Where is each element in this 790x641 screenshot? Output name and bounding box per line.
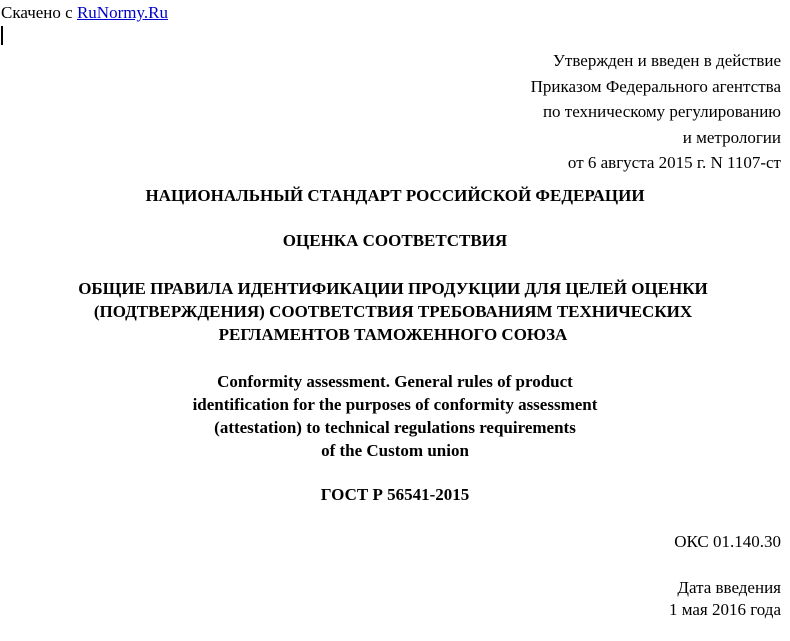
- oks-code: ОКС 01.140.30: [674, 532, 781, 551]
- text-cursor: [1, 26, 3, 45]
- approval-line: от 6 августа 2015 г. N 1107-ст: [567, 153, 781, 172]
- title-ru-line: (ПОДТВЕРЖДЕНИЯ) СООТВЕТСТВИЯ ТРЕБОВАНИЯМ ТЕХНИЧЕСКИХ: [93, 302, 693, 321]
- approval-line: Утвержден и введен в действие: [552, 51, 781, 70]
- intro-date-value: 1 мая 2016 года: [668, 600, 781, 619]
- approval-block: [421, 48, 781, 176]
- introduction-date-block: [669, 577, 781, 621]
- standard-type-heading: НАЦИОНАЛЬНЫЙ СТАНДАРТ РОССИЙСКОЙ ФЕДЕРАЦИИ: [145, 186, 645, 205]
- title-ru-line: РЕГЛАМЕНТОВ ТАМОЖЕННОГО СОЮЗА: [218, 325, 568, 344]
- standard-code: ГОСТ Р 56541-2015: [320, 485, 470, 504]
- title-en-line: of the Custom union: [321, 441, 469, 460]
- title-en-line: identification for the purposes of conformity assessment: [192, 395, 598, 414]
- title-ru-line: ОБЩИЕ ПРАВИЛА ИДЕНТИФИКАЦИИ ПРОДУКЦИИ ДЛЯ ЦЕЛЕЙ ОЦЕНКИ: [78, 279, 708, 298]
- runormy-link[interactable]: RuNormy.Ru: [76, 3, 168, 22]
- standard-title-en: [0, 370, 790, 462]
- approval-line: по техническому регулированию: [542, 102, 781, 121]
- approval-line: Приказом Федерального агентства: [530, 76, 781, 96]
- downloaded-prefix: Скачено с: [1, 3, 77, 22]
- approval-line: и метрологии: [682, 127, 781, 147]
- title-en-line: (attestation) to technical regulations requirements: [214, 418, 576, 437]
- title-en-line: Conformity assessment. General rules of product: [217, 372, 573, 391]
- standard-subject-heading: ОЦЕНКА СООТВЕТСТВИЯ: [282, 231, 508, 250]
- intro-date-label: Дата введения: [677, 578, 781, 597]
- downloaded-from-line: [1, 3, 168, 23]
- standard-title-ru: [0, 277, 786, 346]
